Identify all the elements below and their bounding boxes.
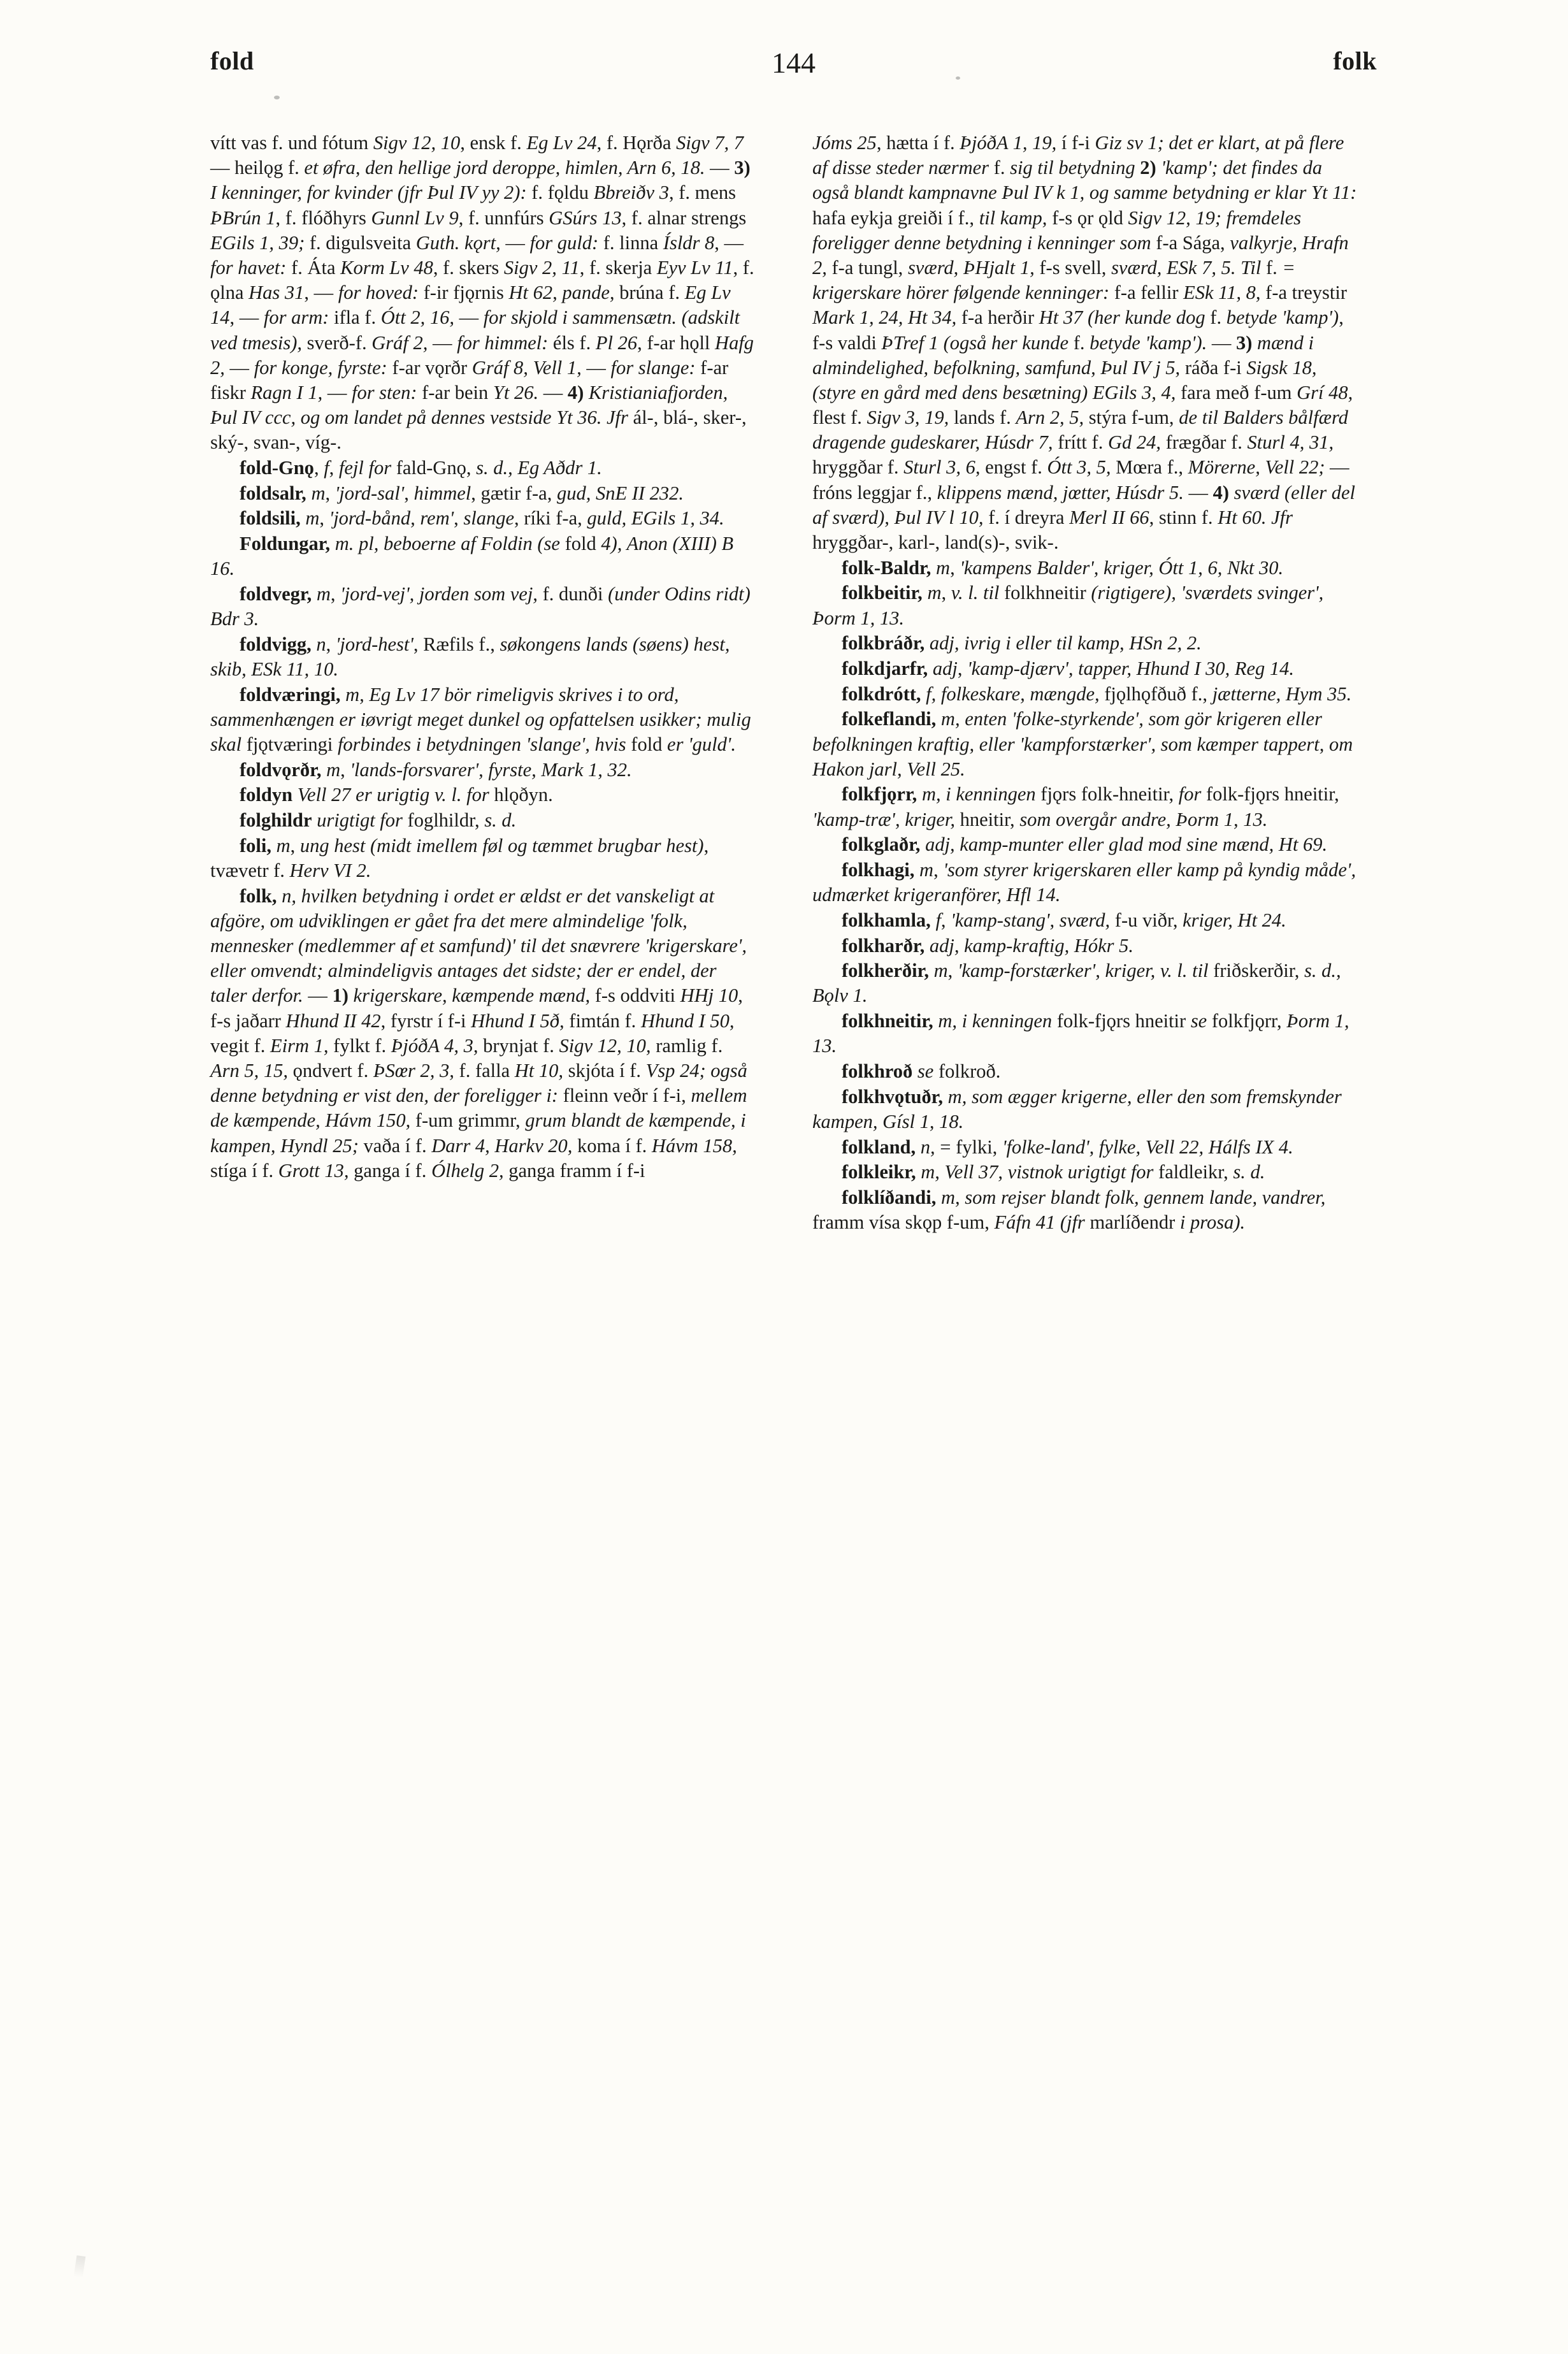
dictionary-entry: folkhagi, m, 'som styrer krigerskaren eller kamp på kyndig måde', udmærket krigeranförer, Hfl 14. [812, 858, 1356, 906]
page-number: 144 [772, 47, 816, 79]
dictionary-entry: Jóms 25, hætta í f. ÞjóðA 1, 19, í f-i Giz sv 1; det er klart, at på flere af disse steder nærmer f. sig til betydning 2) 'kamp'; det findes da også blandt kampnavne Þul IV k 1, og samme betydning er klar Yt 11: hafa eykja greiði í f., til kamp, f-s ǫr ǫld Sigv 12, 19; fremdeles foreligger denne betydning i kenninger som f-a Sága, valkyrje, Hrafn 2, f-a tungl, sværd, ÞHjalt 1, f-s svell, sværd, ESk 7, 5. Til f. = krigerskare hörer følgende kenninger: f-a fellir ESk 11, 8, f-a treystir Mark 1, 24, Ht 34, f-a herðir Ht 37 (her kunde dog f. betyde 'kamp'), f-s valdi ÞTref 1 (også her kunde f. betyde 'kamp'). — 3) mænd i almindelighed, befolkning, samfund, Þul IV j 5, ráða f-i Sigsk 18, (styre en gård med dens besætning) EGils 3, 4, fara með f-um Grí 48, flest f. Sigv 3, 19, lands f. Arn 2, 5, stýra f-um, de til Balders bålfærd dragende gudeskarer, Húsdr 7, frítt f. Gd 24, frægðar f. Sturl 4, 31, hryggðar f. Sturl 3, 6, engst f. Ótt 3, 5, Mœra f., Mörerne, Vell 22; — fróns leggjar f., klippens mænd, jœtter, Húsdr 5. — 4) sværd (eller del af sværd), Þul IV l 10, f. í dreyra Merl II 66, stinn f. Ht 60. Jfr hryggðar-, karl-, land(s)-, svik-. [812, 132, 1357, 553]
header-right-word: folk [1333, 47, 1377, 75]
dictionary-entry: folkhamla, f, 'kamp-stang', sværd, f-u viðr, kriger, Ht 24. [842, 909, 1286, 931]
dictionary-entry: Foldungar, m. pl, beboerne af Foldin (se fold 4), Anon (XIII) B 16. [210, 533, 734, 580]
dictionary-entry: folkfjǫrr, m, i kenningen fjǫrs folk-hneitir, for folk-fjǫrs hneitir, 'kamp-træ', kriger, hneitir, som overgår andre, Þorm 1, 13. [812, 783, 1339, 830]
dictionary-entry: folkhneitir, m, i kenningen folk-fjǫrs hneitir se folkfjǫrr, Þorm 1, 13. [812, 1010, 1349, 1057]
left-column [210, 131, 755, 1236]
dictionary-entry: foldvǫrðr, m, 'lands-forsvarer', fyrste, Mark 1, 32. [240, 758, 632, 781]
dictionary-entry: folkeflandi, m, enten 'folke-styrkende', som gör krigeren eller befolkningen kraftig, eller 'kampforstærker', som kæmper tappert, om Hakon jarl, Vell 25. [812, 708, 1353, 780]
dictionary-entry: folkdrótt, f, folkeskare, mængde, fjǫlhǫfðuð f., jætterne, Hym 35. [842, 682, 1352, 705]
dictionary-entry: folghildr urigtigt for foglhildr, s. d. [240, 809, 517, 832]
dictionary-entry: foldvegr, m, 'jord-vej', jorden som vej, f. dunði (under Odins ridt) Bdr 3. [210, 582, 751, 630]
dictionary-entry: foldvigg, n, 'jord-hest', Ræfils f., søkongens lands (søens) hest, skib, ESk 11, 10. [210, 633, 730, 680]
dictionary-entry: folkleikr, m, Vell 37, vistnok urigtigt for faldleikr, s. d. [842, 1161, 1265, 1183]
page-speck [956, 76, 960, 80]
dictionary-entry: folkglaðr, adj, kamp-munter eller glad mod sine mænd, Ht 69. [842, 834, 1328, 856]
dictionary-entry: folklíðandi, m, som rejser blandt folk, gennem lande, vandrer, framm vísa skǫp f-um, Fáfn 41 (jfr marlíðendr i prosa). [812, 1186, 1326, 1234]
dictionary-entry: folkherðir, m, 'kamp-forstærker', kriger, v. l. til friðskerðir, s. d., Bǫlv 1. [812, 960, 1341, 1007]
dictionary-entry: foldsili, m, 'jord-bånd, rem', slange, ríki f-a, guld, EGils 1, 34. [240, 507, 724, 530]
dictionary-entry: folkharðr, adj, kamp-kraftig, Hókr 5. [842, 934, 1134, 957]
dictionary-entry: folkdjarfr, adj, 'kamp-djærv', tapper, Hhund I 30, Reg 14. [842, 657, 1294, 679]
page-speck [274, 96, 280, 99]
right-column [812, 131, 1357, 1236]
two-column-body [210, 131, 1357, 1236]
dictionary-entry: foli, m, ung hest (midt imellem føl og tæmmet brugbar hest), tvævetr f. Herv VI 2. [210, 834, 709, 881]
dictionary-entry: folkhvǫtuðr, m, som ægger krigerne, eller den som fremskynder kampen, Gísl 1, 18. [812, 1085, 1342, 1132]
dictionary-entry: fold-Gnǫ, f, fejl for fald-Gnǫ, s. d., Eg Aðdr 1. [240, 456, 602, 479]
dictionary-entry: folk-Baldr, m, 'kampens Balder', kriger, Ótt 1, 6, Nkt 30. [842, 556, 1284, 579]
header-left-word: fold [210, 47, 254, 75]
dictionary-entry: folkbráðr, adj, ivrig i eller til kamp, HSn 2, 2. [842, 632, 1202, 654]
dictionary-entry: vítt vas f. und fótum Sigv 12, 10, ensk f. Eg Lv 24, f. Hǫrða Sigv 7, 7 — heilǫg f. et øfra, den hellige jord deroppe, himlen, Arn 6, 18. — 3) I kenninger, for kvinder (jfr Þul IV yy 2): f. fǫldu Bbreiðv 3, f. mens ÞBrún 1, f. flóðhyrs Gunnl Lv 9, f. unnfúrs GSúrs 13, f. alnar strengs EGils 1, 39; f. digulsveita Guth. kǫrt, — for guld: f. linna Ísldr 8, — for havet: f. Áta Korm Lv 48, f. skers Sigv 2, 11, f. skerja Eyv Lv 11, f. ǫlna Has 31, — for hoved: f-ir fjǫrnis Ht 62, pande, brúna f. Eg Lv 14, — for arm: ifla f. Ótt 2, 16, — for skjold i sammensætn. (adskilt ved tmesis), sverð-f. Gráf 2, — for himmel: éls f. Pl 26, f-ar hǫll Hafg 2, — for konge, fyrste: f-ar vǫrðr Gráf 8, Vell 1, — for slange: f-ar fiskr Ragn I 1, — for sten: f-ar bein Yt 26. — 4) Kristianiafjorden, Þul IV ccc, og om landet på dennes vestside Yt 36. Jfr ál-, blá-, sker-, ský-, svan-, víg-. [210, 132, 754, 454]
dictionary-entry: folk, n, hvilken betydning i ordet er ældst er det vanskeligt at afgöre, om udviklingen er gået fra det mere almindelige 'folk, mennesker (medlemmer af et samfund)' til det snævrere 'krigerskare', eller omvendt; almindeligvis antages det sidste; der er endel, der taler derfor. — 1) krigerskare, kæmpende mænd, f-s oddviti HHj 10, f-s jaðarr Hhund II 42, fyrstr í f-i Hhund I 5ð, fimtán f. Hhund I 50, vegit f. Eirm 1, fylkt f. ÞjóðA 4, 3, brynjat f. Sigv 12, 10, ramlig f. Arn 5, 15, ǫndvert f. ÞSœr 2, 3, f. falla Ht 10, skjóta í f. Vsp 24; også denne betydning er vist den, der foreligger i: fleinn veðr í f-i, mellem de kæmpende, Hávm 150, f-um grimmr, grum blandt de kæmpende, i kampen, Hyndl 25; vaða í f. Darr 4, Harkv 20, koma í f. Hávm 158, stíga í f. Grott 13, ganga í f. Ólhelg 2, ganga framm í f-i [210, 885, 747, 1181]
dictionary-entry: foldværingi, m, Eg Lv 17 bör rimeligvis skrives i to ord, sammenhængen er iøvrigt meget dunkel og opfattelsen usikker; mulig skal fjǫtværingi forbindes i betydningen 'slange', hvis fold er 'guld'. [210, 683, 751, 755]
page-header [210, 46, 1377, 84]
dictionary-entry: foldsalr, m, 'jord-sal', himmel, gætir f-a, gud, SnE II 232. [240, 482, 684, 504]
dictionary-entry: folkland, n, = fylki, 'folke-land', fylke, Vell 22, Hálfs IX 4. [842, 1136, 1293, 1158]
page-edge-artifact [74, 2255, 86, 2278]
dictionary-entry: folkbeitir, m, v. l. til folkhneitir (rigtigere), 'sværdets svinger', Þorm 1, 13. [812, 582, 1324, 629]
dictionary-entry: folkhroð se folkroð. [842, 1060, 1001, 1082]
dictionary-entry: foldyn Vell 27 er urigtig v. l. for hlǫðyn. [240, 784, 553, 806]
